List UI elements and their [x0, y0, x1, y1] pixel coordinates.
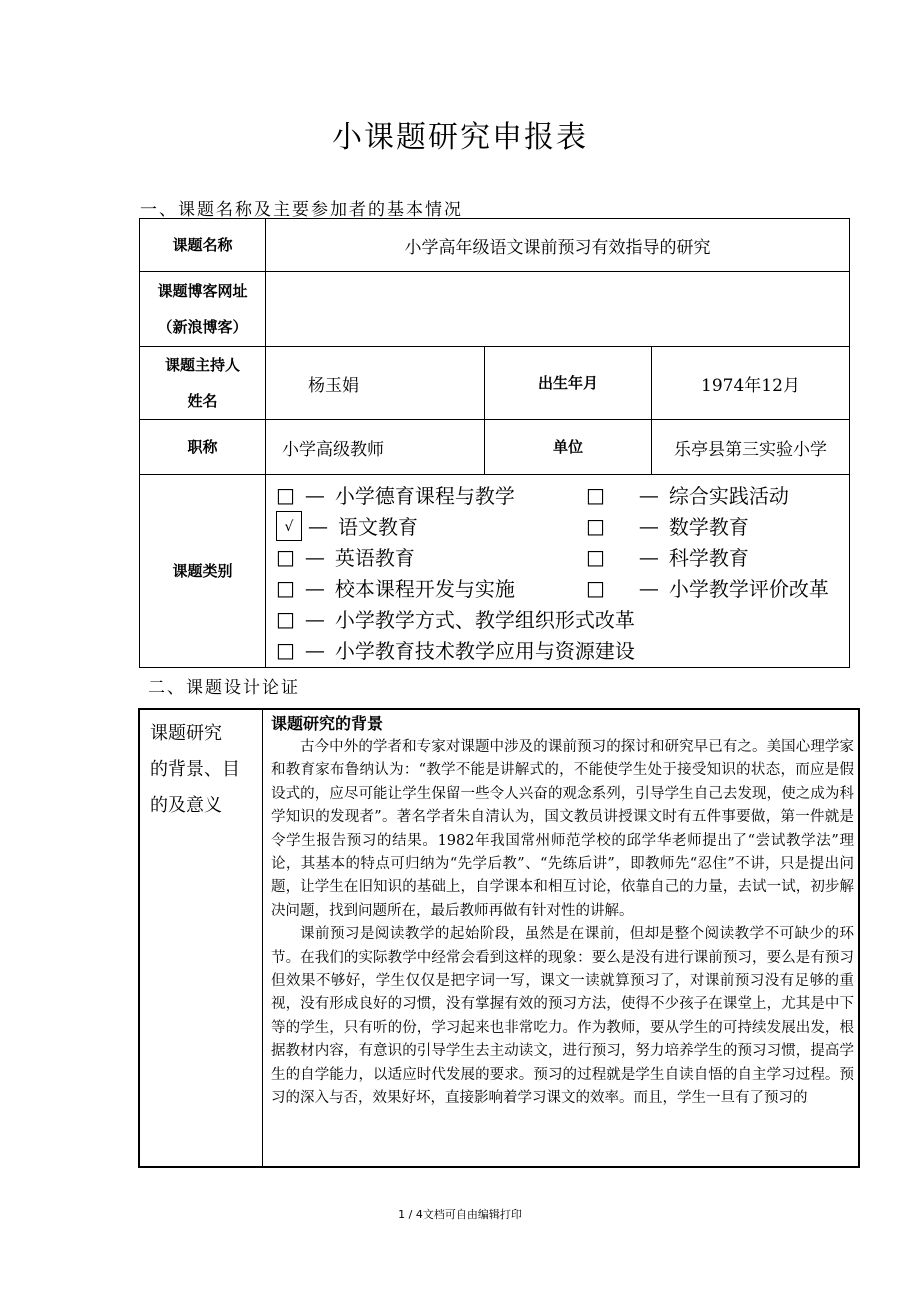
job-title-label: 职称 — [140, 420, 266, 475]
job-title-value: 小学高级教师 — [266, 420, 485, 475]
option-moral-education: 小学德育课程与教学 — [334, 484, 515, 508]
design-body — [263, 709, 860, 1167]
checkbox-moral-education[interactable]: □ — [276, 482, 295, 507]
dash: — — [304, 637, 325, 662]
checkbox-evaluation-reform[interactable]: □ — [586, 575, 605, 600]
topic-name-value: 小学高年级语文课前预习有效指导的研究 — [266, 219, 850, 272]
option-chinese-education: 语文教育 — [338, 515, 418, 539]
option-evaluation-reform: 小学教学评价改革 — [668, 577, 829, 601]
checkbox-teaching-method-reform[interactable]: □ — [276, 606, 295, 631]
category-row — [276, 634, 845, 665]
unit-value: 乐亭县第三实验小学 — [652, 420, 850, 475]
option-math-education: 数学教育 — [668, 515, 749, 539]
category-options — [266, 475, 850, 668]
checkbox-math-education[interactable]: □ — [586, 513, 605, 538]
host-label-line2: 姓名 — [187, 392, 218, 410]
category-row — [276, 510, 845, 541]
page-title: 小课题研究申报表 — [332, 120, 588, 155]
checkbox-practice-activity[interactable]: □ — [586, 482, 605, 507]
unit-label: 单位 — [485, 420, 652, 475]
design-table — [138, 708, 860, 1168]
option-teaching-method-reform: 小学教学方式、教学组织形式改革 — [334, 608, 635, 632]
checkbox-edtech-resources[interactable]: □ — [276, 637, 295, 662]
blog-url-value — [266, 272, 850, 347]
option-science-education: 科学教育 — [668, 546, 749, 570]
section-heading-design: 二、课题设计论证 — [148, 678, 300, 698]
category-row — [276, 603, 845, 634]
category-label: 课题类别 — [140, 475, 266, 668]
dash: — — [638, 575, 659, 600]
topic-name-label: 课题名称 — [140, 219, 266, 272]
checkbox-chinese-education-checked[interactable]: √ — [276, 511, 302, 541]
category-row — [276, 572, 845, 603]
host-name-value: 杨玉娟 — [266, 347, 485, 420]
blog-url-label-line2: （新浪博客） — [157, 318, 248, 336]
dash: — — [638, 513, 659, 538]
design-side-label — [139, 709, 263, 1167]
checkbox-science-education[interactable]: □ — [586, 544, 605, 569]
option-practice-activity: 综合实践活动 — [668, 484, 789, 508]
dash: — — [304, 544, 325, 569]
design-side-label-line3: 的及意义 — [150, 795, 222, 816]
background-paragraph-2: 课前预习是阅读教学的起始阶段，虽然是在课前，但却是整个阅读教学不可缺少的环节。在我们的实际教学中经常会看到这样的现象：要么是没有进行课前预习，要么是有预习但效果不够好，学生仅仅是把字词一写，课文一读就算预习了，对课前预习没有足够的重视，没有形成良好的习惯，没有掌握有效的预习方法，使得不少孩子在课堂上，尤其是中下等的学生，只有听的份，学习起来也非常吃力。作为教师，要从学生的可持续发展出发，根据教材内容，有意识的引导学生去主动读文，进行预习，努力培养学生的预习习惯，提高学生的自学能力，以适应时代发展的要求。预习的过程就是学生自读自悟的自主学习过程。预习的深入与否，效果好坏，直接影响着学习课文的效率。而且，学生一旦有了预习的 — [271, 926, 854, 1107]
option-english-education: 英语教育 — [334, 546, 415, 570]
checkbox-english-education[interactable]: □ — [276, 544, 295, 569]
checkbox-school-curriculum[interactable]: □ — [276, 575, 295, 600]
dash: — — [304, 575, 325, 600]
dash: — — [638, 544, 659, 569]
blog-url-label-line1: 课题博客网址 — [157, 282, 248, 300]
section-heading-basic-info: 一、课题名称及主要参加者的基本情况 — [140, 200, 463, 220]
category-row — [276, 541, 845, 572]
birth-value: 1974年12月 — [652, 347, 850, 420]
birth-label: 出生年月 — [485, 347, 652, 420]
design-side-label-line1: 课题研究 — [150, 723, 222, 744]
dash: — — [638, 482, 659, 507]
background-heading: 课题研究的背景 — [271, 714, 384, 733]
basic-info-table — [139, 218, 850, 668]
option-edtech-resources: 小学教育技术教学应用与资源建设 — [334, 639, 635, 663]
blog-url-label — [140, 272, 266, 347]
dash: — — [304, 606, 325, 631]
host-label-line1: 课题主持人 — [164, 356, 240, 374]
page-footer: 1 / 4文档可自由编辑打印 — [398, 1208, 522, 1221]
dash: — — [304, 482, 325, 507]
option-school-curriculum: 校本课程开发与实施 — [334, 577, 515, 601]
dash: — — [308, 513, 328, 538]
host-label — [140, 347, 266, 420]
category-row — [276, 479, 845, 510]
background-paragraph-1: 古今中外的学者和专家对课题中涉及的课前预习的探讨和研究早已有之。美国心理学家和教育家布鲁纳认为：“教学不能是讲解式的，不能使学生处于接受知识的状态，而应是假设式的，应尽可能让学生保留一些令人兴奋的观念系列，引导学生自己去发现，使之成为科学知识的发现者”。著名学者朱自清认为，国文教员讲授课文时有五件事要做，第一件就是令学生报告预习的结果。1982年我国常州师范学校的邱学华老师提出了“尝试教学法”理论，其基本的特点可归纳为“先学后教”、“先练后讲”，即教师先“忍住”不讲，只是提出问题，让学生在旧知识的基础上，自学课本和相互讨论，依靠自己的力量，去试一试，初步解决问题，找到问题所在，最后教师再做有针对性的讲解。 — [271, 739, 854, 919]
design-side-label-line2: 的背景、目 — [150, 759, 240, 780]
